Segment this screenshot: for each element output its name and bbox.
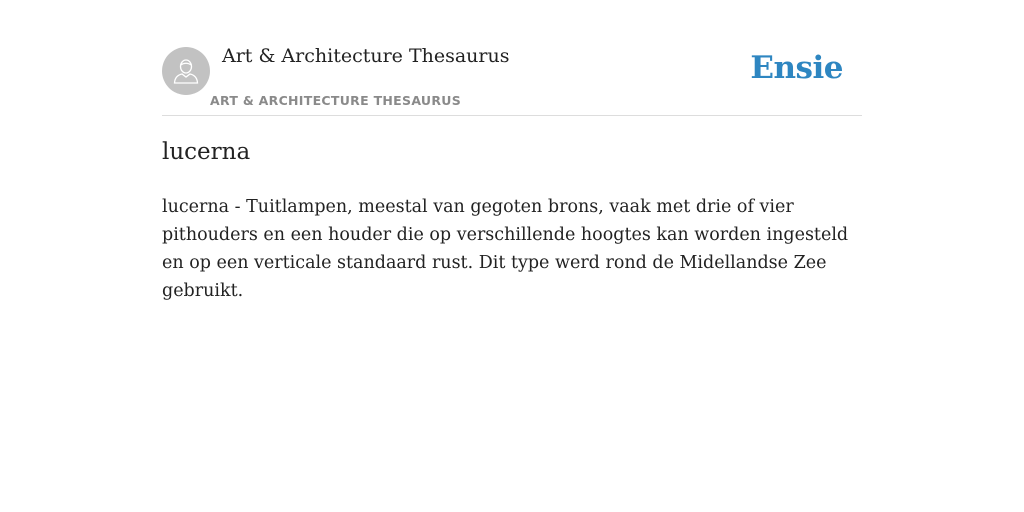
content-container xyxy=(162,0,862,301)
brand-logo[interactable]: Ensie xyxy=(750,50,843,86)
avatar[interactable] xyxy=(162,47,210,95)
author-subtitle[interactable]: ART & ARCHITECTURE THESAURUS xyxy=(210,93,462,108)
user-icon xyxy=(171,56,201,86)
header xyxy=(162,0,862,116)
author-name[interactable]: Art & Architecture Thesaurus xyxy=(222,45,510,67)
entry-title: lucerna xyxy=(162,139,251,165)
entry-definition: lucerna - Tuitlampen, meestal van gegoten brons, vaak met drie of vier pithouders en een houder die op verschillende hoogtes kan worden ingesteld en op een verticale standaard rust. Dit type werd rond de Midellandse Zee gebruikt. xyxy=(162,197,849,301)
